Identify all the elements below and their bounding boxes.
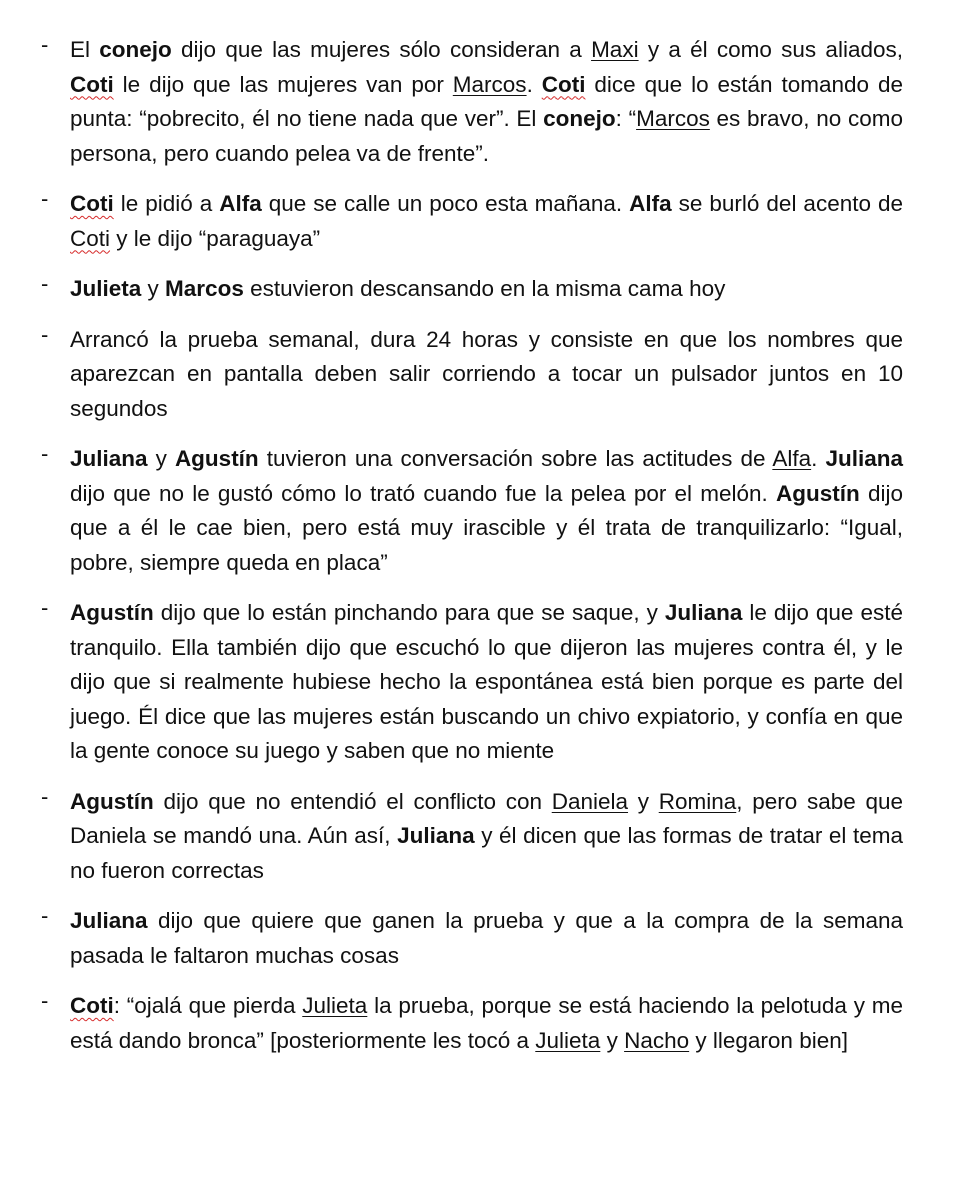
- list-item: [38, 272, 903, 307]
- text-segment: estuvieron descansando en la misma cama hoy: [243, 276, 726, 301]
- text-segment: y: [628, 788, 659, 814]
- text-segment: y: [600, 1027, 625, 1053]
- list-item: [38, 442, 903, 580]
- bullet-dash: -: [41, 321, 49, 347]
- text-segment: dijo que quiere que ganen la prueba y que a la compra de la semana pasada le faltaron muchas cosas: [70, 908, 903, 968]
- text-segment: .: [811, 446, 826, 471]
- bullet-dash: -: [41, 441, 49, 466]
- text-segment: , pero sabe que Daniela se mandó una. Aún así,: [70, 788, 904, 848]
- notes-list: [38, 33, 903, 1058]
- name-bold: Juliana: [664, 600, 743, 625]
- name-underlined: Julieta: [535, 1027, 601, 1053]
- name-bold: Alfa: [219, 191, 262, 216]
- name-bold: Marcos: [165, 276, 244, 301]
- text-segment: le dijo que las mujeres van por: [113, 71, 453, 97]
- bullet-dash: -: [41, 783, 49, 809]
- name-bold: Juliana: [70, 446, 148, 471]
- name-bold: Juliana: [70, 908, 148, 933]
- text-segment: es bravo, no como persona, pero cuando pelea va de frente”.: [70, 106, 903, 166]
- text-segment: y él dicen que las formas de tratar el tema no fueron correctas: [70, 823, 903, 883]
- name-bold: Agustín: [174, 446, 259, 471]
- name-bold: Coti: [70, 191, 114, 216]
- name-underlined: Maxi: [591, 37, 639, 62]
- text-segment: se burló del acento de: [671, 191, 903, 216]
- text-segment: que se calle un poco esta mañana.: [261, 191, 630, 216]
- name-bold: conejo: [99, 37, 172, 62]
- name-bold: conejo: [543, 106, 616, 131]
- text-segment: : “ojalá que pierda: [113, 993, 303, 1018]
- name-bold: Agustín: [776, 480, 860, 506]
- list-item: [38, 596, 903, 769]
- text-segment: y a él como sus aliados,: [638, 37, 903, 62]
- bullet-dash: -: [41, 186, 49, 211]
- text-segment: y llegaron bien]: [689, 1027, 848, 1053]
- name-bold: Coti: [70, 71, 114, 97]
- bullet-dash: -: [41, 271, 49, 296]
- name-bold: Agustín: [70, 600, 154, 625]
- text-segment: Arrancó la prueba semanal, dura 24 horas y consiste en que los nombres que aparezcan en pantalla deben salir corriendo a tocar un pulsador juntos en 10 segundos: [70, 326, 903, 421]
- list-item: [38, 187, 903, 256]
- bullet-dash: -: [41, 595, 49, 620]
- bullet-dash: -: [41, 903, 49, 928]
- text-segment: tuvieron una conversación sobre las actitudes de: [258, 446, 773, 471]
- name-bold: Juliana: [825, 446, 903, 471]
- text-segment: dijo que lo están pinchando para que se saque, y: [153, 600, 665, 625]
- text-segment: dijo que las mujeres sólo consideran a: [171, 37, 592, 62]
- name-underlined: Julieta: [302, 993, 368, 1018]
- text-segment: dice que lo están tomando de punta: “pobrecito, él no tiene nada que ver”. El: [70, 71, 903, 131]
- text-segment: dijo que no le gustó cómo lo trató cuando fue la pelea por el melón.: [70, 480, 777, 506]
- name-bold: Coti: [70, 993, 114, 1018]
- name-underlined: Alfa: [772, 446, 812, 471]
- text-segment: dijo que no entendió el conflicto con: [153, 788, 552, 814]
- name-bold: Alfa: [629, 191, 672, 216]
- name-bold: Julieta: [70, 276, 142, 301]
- name-bold: Agustín: [70, 788, 154, 814]
- name-underlined: Daniela: [551, 788, 629, 814]
- text-segment: le dijo que esté tranquilo. Ella también dijo que escuchó lo que dijeron las mujeres contra él, y le dijo que si realmente hubiese hecho la espontánea está bien porque es parte del juego. Él dice que las mujeres están buscando un chivo expiatorio, y confía en que la gente conoce su juego y saben que no miente: [70, 600, 903, 763]
- list-item: [38, 323, 903, 427]
- text-segment: y le dijo “paraguaya”: [110, 225, 321, 251]
- text-segment: dijo que a él le cae bien, pero está muy irascible y él trata de tranquilizarlo: “Igual, pobre, siempre queda en placa”: [70, 480, 903, 575]
- text-segment: le pidió a: [113, 191, 220, 216]
- bullet-dash: -: [41, 32, 49, 57]
- list-item: [38, 785, 903, 889]
- list-item: [38, 904, 903, 973]
- name-bold: Juliana: [397, 823, 475, 848]
- name-underlined: Nacho: [624, 1027, 690, 1053]
- name-spellcheck: Coti: [70, 225, 111, 251]
- text-segment: y: [141, 276, 166, 301]
- text-segment: y: [147, 446, 175, 471]
- text-segment: El: [70, 37, 100, 62]
- text-segment: .: [526, 71, 542, 97]
- text-segment: la prueba, porque se está haciendo la pelotuda y me está dando bronca” [posteriormente les tocó a: [70, 993, 904, 1053]
- list-item: [38, 33, 903, 171]
- name-bold: Coti: [541, 71, 586, 97]
- list-item: [38, 989, 903, 1058]
- name-underlined: Marcos: [452, 71, 527, 97]
- name-underlined: Marcos: [636, 106, 710, 131]
- bullet-dash: -: [41, 988, 49, 1013]
- text-segment: : “: [615, 106, 637, 131]
- name-underlined: Romina: [658, 788, 737, 814]
